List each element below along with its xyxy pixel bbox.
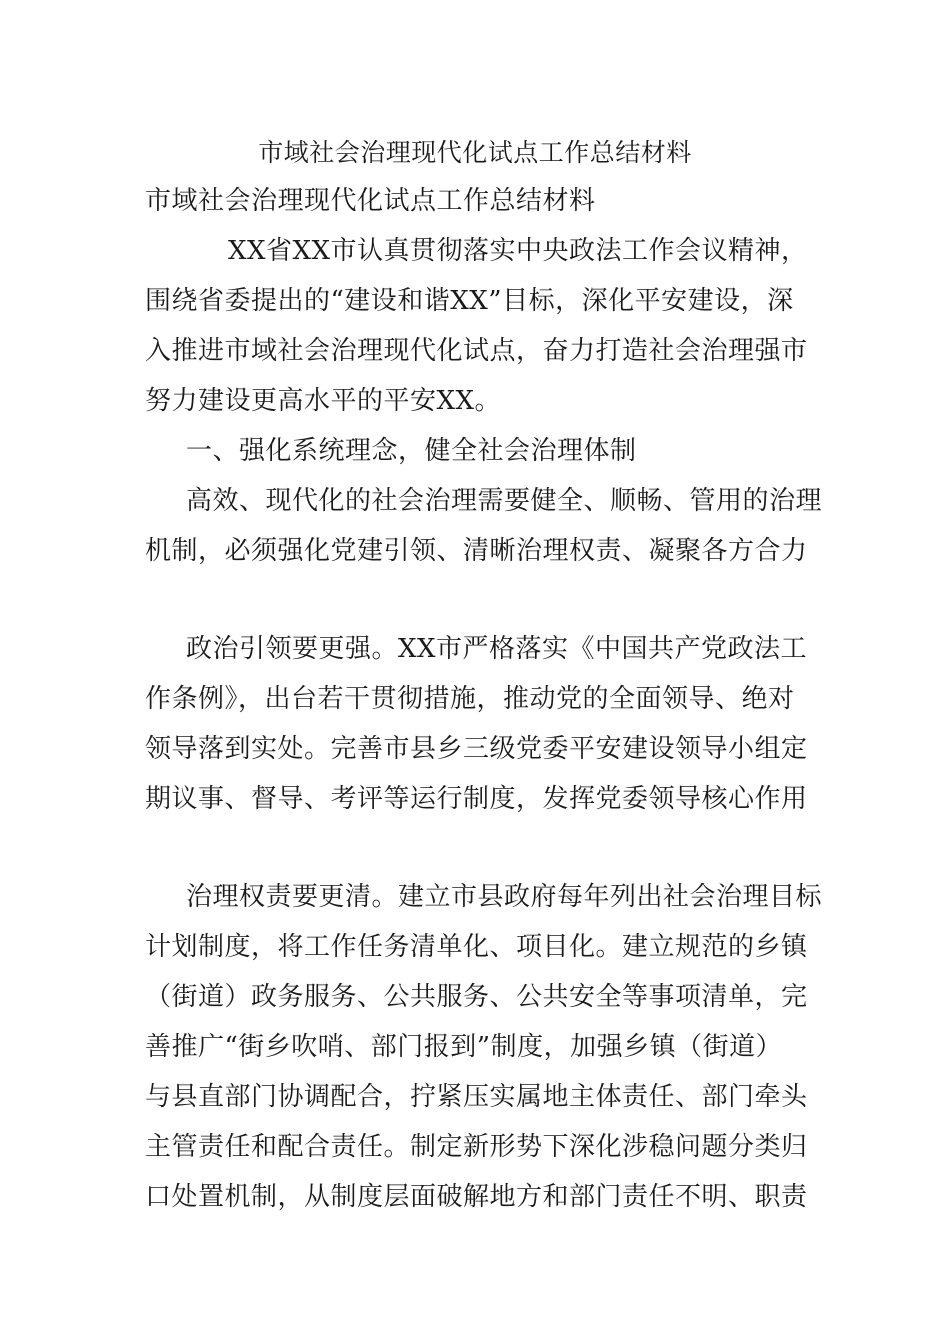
intro-line: 努力建设更高水平的平安XX。 [145,386,502,416]
document-title: 市域社会治理现代化试点工作总结材料 [258,138,692,167]
intro-line: XX省XX市认真贯彻落实中央政法工作会议精神， [228,236,808,266]
paragraph-line: 高效、现代化的社会治理需要健全、顺畅、管用的治理 [186,486,823,516]
intro-line: 入推进市域社会治理现代化试点，奋力打造社会治理强市 [145,336,808,366]
paragraph-line: 作条例》，出台若干贯彻措施，推动党的全面领导、绝对 [145,684,795,714]
intro-line: 围绕省委提出的“建设和谐XX”目标，深化平安建设，深 [145,286,794,316]
paragraph-line: 与县直部门协调配合，拧紧压实属地主体责任、部门牵头 [145,1082,808,1112]
section-heading: 一、强化系统理念，健全社会治理体制 [186,436,637,466]
document-subtitle: 市域社会治理现代化试点工作总结材料 [145,186,596,216]
paragraph-line: 政治引领要更强。XX市严格落实《中国共产党政法工 [186,634,808,664]
paragraph-line: 口处置机制，从制度层面破解地方和部门责任不明、职责 [145,1182,808,1212]
paragraph-line: 主管责任和配合责任。制定新形势下深化涉稳问题分类归 [145,1132,808,1162]
paragraph-line: 善推广“街乡吹哨、部门报到”制度，加强乡镇（街道） [145,1032,783,1062]
paragraph-line: 期议事、督导、考评等运行制度，发挥党委领导核心作用 [145,784,808,814]
paragraph-line: 领导落到实处。完善市县乡三级党委平安建设领导小组定 [145,734,808,764]
paragraph-line: （街道）政务服务、公共服务、公共安全等事项清单，完 [145,982,808,1012]
paragraph-line: 治理权责要更清。建立市县政府每年列出社会治理目标 [186,882,823,912]
paragraph-line: 机制，必须强化党建引领、清晰治理权责、凝聚各方合力 [145,536,808,566]
paragraph-line: 计划制度，将工作任务清单化、项目化。建立规范的乡镇 [145,932,808,962]
